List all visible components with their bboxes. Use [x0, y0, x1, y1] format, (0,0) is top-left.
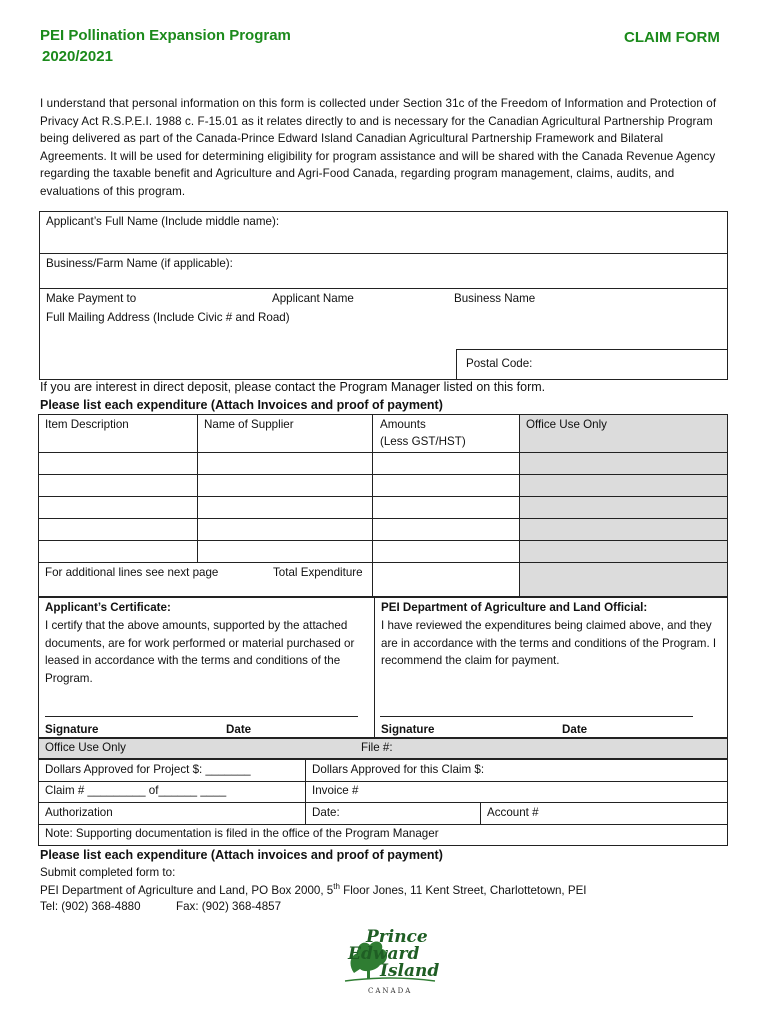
official-date-label: Date: [562, 723, 588, 736]
applicant-date-label: Date: [226, 723, 252, 736]
mailing-address-field[interactable]: [40, 328, 455, 378]
official-signature-label: Signature: [381, 723, 435, 736]
office-date-label: Date:: [312, 806, 340, 819]
applicant-signature-line[interactable]: [45, 716, 358, 717]
dollars-claim-label: Dollars Approved for this Claim $:: [312, 763, 485, 776]
mailing-address-label: Full Mailing Address (Include Civic # and Road): [46, 311, 290, 324]
applicant-certificate-title: Applicant’s Certificate:: [45, 601, 171, 614]
total-expenditure-label: Total Expenditure: [273, 566, 363, 579]
divider: [39, 288, 728, 289]
col-divider: [305, 759, 306, 824]
applicant-signature-label: Signature: [45, 723, 99, 736]
payment-option-applicant[interactable]: Applicant Name: [272, 292, 354, 305]
documentation-note: Note: Supporting documentation is filed in the office of the Program Manager: [45, 827, 439, 840]
official-title: PEI Department of Agriculture and Land Official:: [381, 601, 648, 614]
col-item-header: Item Description: [45, 418, 129, 431]
divider: [39, 253, 728, 254]
postal-code-label: Postal Code:: [466, 357, 533, 370]
address-part: Floor Jones, 11 Kent Street, Charlottetown, PEI: [339, 883, 587, 897]
official-text: I have reviewed the expenditures being claimed above, and they are in accordance with the terms and conditions of the Program. I recommend the claim for payment.: [381, 619, 717, 668]
pei-logo: [340, 925, 440, 1000]
col-supplier-header: Name of Supplier: [204, 418, 294, 431]
account-label: Account #: [487, 806, 539, 819]
full-name-label: Applicant’s Full Name (Include middle name):: [46, 215, 280, 228]
col-amounts-header: Amounts: [380, 418, 426, 431]
applicant-certificate-text: I certify that the above amounts, supported by the attached documents, are for work performed or material purchased or leased in accordance with the terms and conditions of the Program.: [45, 619, 355, 685]
business-name-field[interactable]: [40, 272, 726, 287]
official-signature-line[interactable]: [380, 716, 693, 717]
row-divider: [38, 802, 728, 803]
logo-line2: Edward: [348, 944, 420, 964]
payment-option-business[interactable]: Business Name: [454, 292, 536, 305]
col-divider: [374, 597, 375, 738]
logo-line3: Island: [380, 961, 440, 981]
full-name-field[interactable]: [40, 232, 726, 252]
col-amounts-sub: (Less GST/HST): [380, 435, 466, 448]
dollars-project-label: Dollars Approved for Project $: _______: [45, 763, 251, 776]
direct-deposit-note: If you are interest in direct deposit, please contact the Program Manager listed on this form.: [40, 380, 546, 394]
row-divider: [38, 474, 728, 475]
expenditure-heading: Please list each expenditure (Attach Invoices and proof of payment): [40, 398, 443, 412]
office-use-title: Office Use Only: [45, 741, 126, 754]
telephone: Tel: (902) 368-4880: [40, 900, 141, 913]
col-office-header: Office Use Only: [526, 418, 607, 431]
submit-label: Submit completed form to:: [40, 866, 176, 879]
form-type-title: CLAIM FORM: [624, 29, 720, 46]
authorization-label: Authorization: [45, 806, 113, 819]
col-divider: [480, 802, 481, 824]
additional-lines-note: For additional lines see next page: [45, 566, 219, 579]
file-number-label: File #:: [361, 741, 393, 754]
business-name-label: Business/Farm Name (if applicable):: [46, 257, 233, 270]
row-divider: [38, 496, 728, 497]
total-expenditure-field[interactable]: [373, 563, 518, 596]
mailing-address: [40, 882, 587, 897]
address-part: PEI Department of Agriculture and Land, PO Box 2000, 5: [40, 883, 334, 897]
make-payment-label: Make Payment to: [46, 292, 137, 305]
row-divider: [38, 452, 728, 453]
program-title: PEI Pollination Expansion Program: [40, 27, 291, 44]
invoice-label: Invoice #: [312, 784, 359, 797]
address-sup: th: [333, 882, 340, 891]
row-divider: [38, 540, 728, 541]
fax: Fax: (902) 368-4857: [176, 900, 282, 913]
logo-line1: Prince: [366, 927, 428, 947]
logo-country: CANADA: [368, 987, 413, 995]
row-divider: [38, 518, 728, 519]
row-divider: [38, 824, 728, 825]
col-divider: [519, 414, 520, 597]
row-divider: [38, 781, 728, 782]
repeat-expenditure-heading: Please list each expenditure (Attach invoices and proof of payment): [40, 848, 443, 862]
claim-number-label: Claim # _________ of______ ____: [45, 784, 227, 797]
privacy-notice: I understand that personal information on this form is collected under Section 31c of the Freedom of Information and Protection of Privacy Act R.S.P.E.I. 1988 c. F-15.01 as it relates directly to and is necessary for the Canadian Agricultural Partnership Program being delivered as part of the Canada-Prince Edward Island Canadian Agricultural Partnership Framework and Bilateral Agreements. It will be used for determining eligibility for program assistance and will be shared with the Canada Revenue Agency regarding the taxable benefit and Agriculture and Agri-Food Canada, regarding program management, claims, audits, and evaluations of this program.: [40, 97, 717, 198]
program-year: 2020/2021: [42, 48, 113, 65]
